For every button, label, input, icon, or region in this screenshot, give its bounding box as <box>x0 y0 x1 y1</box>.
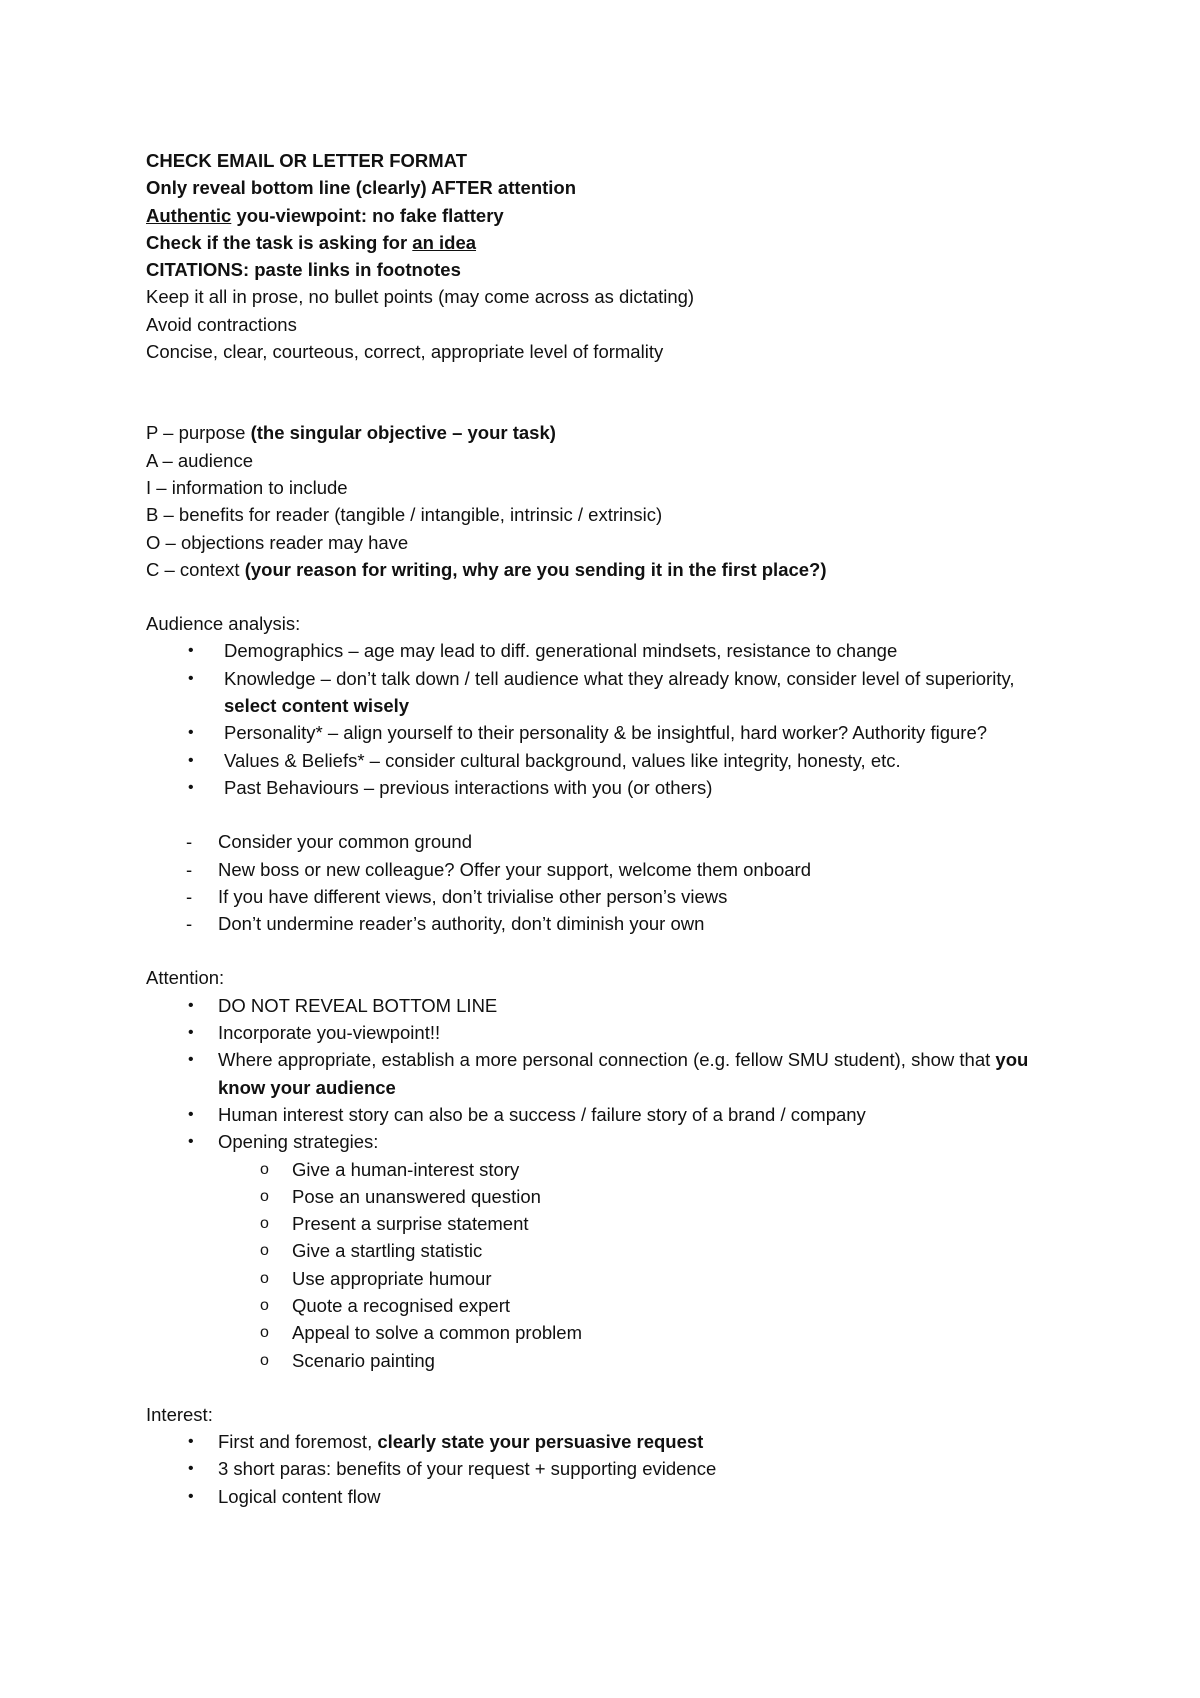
spacer <box>146 937 1066 964</box>
list-item <box>146 1210 1066 1237</box>
strategy-humour: Use appropriate humour <box>292 1267 492 1289</box>
list-item <box>146 774 1066 801</box>
bullet-icon: • <box>188 751 194 769</box>
attention-you-viewpoint: Incorporate you-viewpoint!! <box>218 1022 441 1044</box>
paiboc-c-text: C – context <box>146 558 245 580</box>
list-item <box>146 992 1066 1019</box>
bullet-icon: • <box>188 778 194 796</box>
spacer <box>146 365 1066 419</box>
audience-bullet-list <box>146 637 1066 801</box>
bullet-icon: • <box>188 1105 194 1123</box>
authentic-underlined: Authentic <box>146 204 232 226</box>
heading-check-format: CHECK EMAIL OR LETTER FORMAT <box>146 150 467 171</box>
bullet-icon: • <box>188 1051 194 1069</box>
rule-concise: Concise, clear, courteous, correct, appropriate level of formality <box>146 341 664 363</box>
paiboc-c-bold: (your reason for writing, why are you sending it in the first place?) <box>244 558 827 580</box>
personal-connection-text: Where appropriate, establish a more personal connection (e.g. fellow SMU student), show that <box>218 1049 996 1071</box>
dash-icon: - <box>186 885 193 907</box>
strategy-scenario: Scenario painting <box>292 1349 435 1371</box>
attention-human-interest: Human interest story can also be a success / failure story of a brand / company <box>218 1103 866 1125</box>
list-item <box>146 1319 1066 1346</box>
bullet-icon: • <box>188 1487 194 1505</box>
rule-authentic <box>146 202 1066 229</box>
attention-do-not-reveal: DO NOT REVEAL BOTTOM LINE <box>218 994 498 1016</box>
list-item <box>146 1183 1066 1210</box>
paiboc-p-text: P – purpose <box>146 422 251 444</box>
list-item <box>146 719 1066 746</box>
an-idea-underlined: an idea <box>412 231 477 253</box>
list-item <box>146 1428 1066 1455</box>
knowledge-text: Knowledge – don’t talk down / tell audience what they already know, consider level of superiority, <box>224 667 1015 689</box>
list-item <box>146 828 1066 855</box>
list-item <box>146 883 1066 910</box>
opening-strategies-list <box>146 1156 1066 1374</box>
paiboc-c <box>146 556 1066 583</box>
dash-icon: - <box>186 913 193 935</box>
strategy-common-problem: Appeal to solve a common problem <box>292 1322 582 1344</box>
list-item <box>146 1347 1066 1374</box>
list-item <box>146 747 1066 774</box>
strategy-expert: Quote a recognised expert <box>292 1294 511 1316</box>
audience-heading: Audience analysis: <box>146 613 301 635</box>
list-item <box>146 856 1066 883</box>
audience-values: Values & Beliefs* – consider cultural background, values like integrity, honesty, etc. <box>224 749 901 771</box>
interest-first <box>218 1431 703 1452</box>
paiboc-p <box>146 419 1066 446</box>
rule-bottom-line: Only reveal bottom line (clearly) AFTER attention <box>146 177 577 199</box>
bullet-icon: • <box>188 669 194 687</box>
bullet-icon: • <box>188 996 194 1014</box>
paiboc-a: A – audience <box>146 449 253 471</box>
audience-past-behaviours: Past Behaviours – previous interactions with you (or others) <box>224 776 713 798</box>
strategy-question: Pose an unanswered question <box>292 1185 541 1207</box>
bullet-icon: • <box>188 724 194 742</box>
check-idea-pre: Check if the task is asking for <box>146 231 413 253</box>
list-item <box>146 1019 1066 1046</box>
list-item <box>146 1046 1066 1101</box>
strategy-surprise: Present a surprise statement <box>292 1213 529 1235</box>
bullet-icon: • <box>188 1024 194 1042</box>
interest-short-paras: 3 short paras: benefits of your request + supporting evidence <box>218 1458 717 1480</box>
rule-check-idea <box>146 229 1066 256</box>
audience-demographics: Demographics – age may lead to diff. generational mindsets, resistance to change <box>224 640 898 662</box>
interest-logical-flow: Logical content flow <box>218 1485 381 1507</box>
paiboc-b: B – benefits for reader (tangible / intangible, intrinsic / extrinsic) <box>146 504 663 526</box>
rule-prose: Keep it all in prose, no bullet points (may come across as dictating) <box>146 286 695 308</box>
circle-bullet-icon: o <box>260 1269 269 1287</box>
personal-connection-bold: you know your audience <box>218 1049 1029 1098</box>
circle-bullet-icon: o <box>260 1351 269 1369</box>
circle-bullet-icon: o <box>260 1296 269 1314</box>
list-item <box>146 1265 1066 1292</box>
audience-personality: Personality* – align yourself to their personality & be insightful, hard worker? Authority figure? <box>224 722 988 744</box>
spacer <box>146 583 1066 610</box>
bullet-icon: • <box>188 1133 194 1151</box>
list-item <box>146 1455 1066 1482</box>
strategy-human-interest: Give a human-interest story <box>292 1158 520 1180</box>
circle-bullet-icon: o <box>260 1215 269 1233</box>
rule-citations: CITATIONS: paste links in footnotes <box>146 259 461 281</box>
strategy-statistic: Give a startling statistic <box>292 1240 483 1262</box>
spacer <box>146 801 1066 828</box>
dash-new-boss: New boss or new colleague? Offer your support, welcome them onboard <box>218 858 812 880</box>
bullet-icon: • <box>188 1433 194 1451</box>
knowledge-bold: select content wisely <box>224 695 410 717</box>
dash-undermine: Don’t undermine reader’s authority, don’t diminish your own <box>218 913 705 935</box>
circle-bullet-icon: o <box>260 1187 269 1205</box>
audience-dash-list <box>146 828 1066 937</box>
paiboc-i: I – information to include <box>146 476 348 498</box>
interest-heading: Interest: <box>146 1403 213 1425</box>
list-item <box>146 910 1066 937</box>
list-item <box>146 1156 1066 1183</box>
dash-different-views: If you have different views, don’t trivialise other person’s views <box>218 885 728 907</box>
attention-bullet-list <box>146 992 1066 1156</box>
circle-bullet-icon: o <box>260 1242 269 1260</box>
document-body <box>146 147 1066 1510</box>
list-item <box>146 1483 1066 1510</box>
list-item <box>146 665 1066 720</box>
rule-contractions: Avoid contractions <box>146 313 297 335</box>
attention-opening-strategies: Opening strategies: <box>218 1131 379 1153</box>
paiboc-p-bold: (the singular objective – your task) <box>250 422 556 444</box>
list-item <box>146 1128 1066 1155</box>
dash-icon: - <box>186 858 193 880</box>
list-item <box>146 1101 1066 1128</box>
interest-bullet-list <box>146 1428 1066 1510</box>
circle-bullet-icon: o <box>260 1160 269 1178</box>
spacer <box>146 1374 1066 1401</box>
list-item <box>146 637 1066 664</box>
dash-icon: - <box>186 831 193 853</box>
interest-first-bold: clearly state your persuasive request <box>377 1431 704 1453</box>
paiboc-o: O – objections reader may have <box>146 531 409 553</box>
audience-knowledge <box>224 665 1044 720</box>
bullet-icon: • <box>188 1460 194 1478</box>
circle-bullet-icon: o <box>260 1324 269 1342</box>
authentic-rest: you-viewpoint: no fake flattery <box>231 204 504 226</box>
attention-personal-connection <box>218 1046 1038 1101</box>
list-item <box>146 1292 1066 1319</box>
list-item <box>146 1237 1066 1264</box>
dash-common-ground: Consider your common ground <box>218 831 472 853</box>
bullet-icon: • <box>188 642 194 660</box>
attention-heading: Attention: <box>146 967 225 989</box>
interest-first-text: First and foremost, <box>218 1431 378 1453</box>
